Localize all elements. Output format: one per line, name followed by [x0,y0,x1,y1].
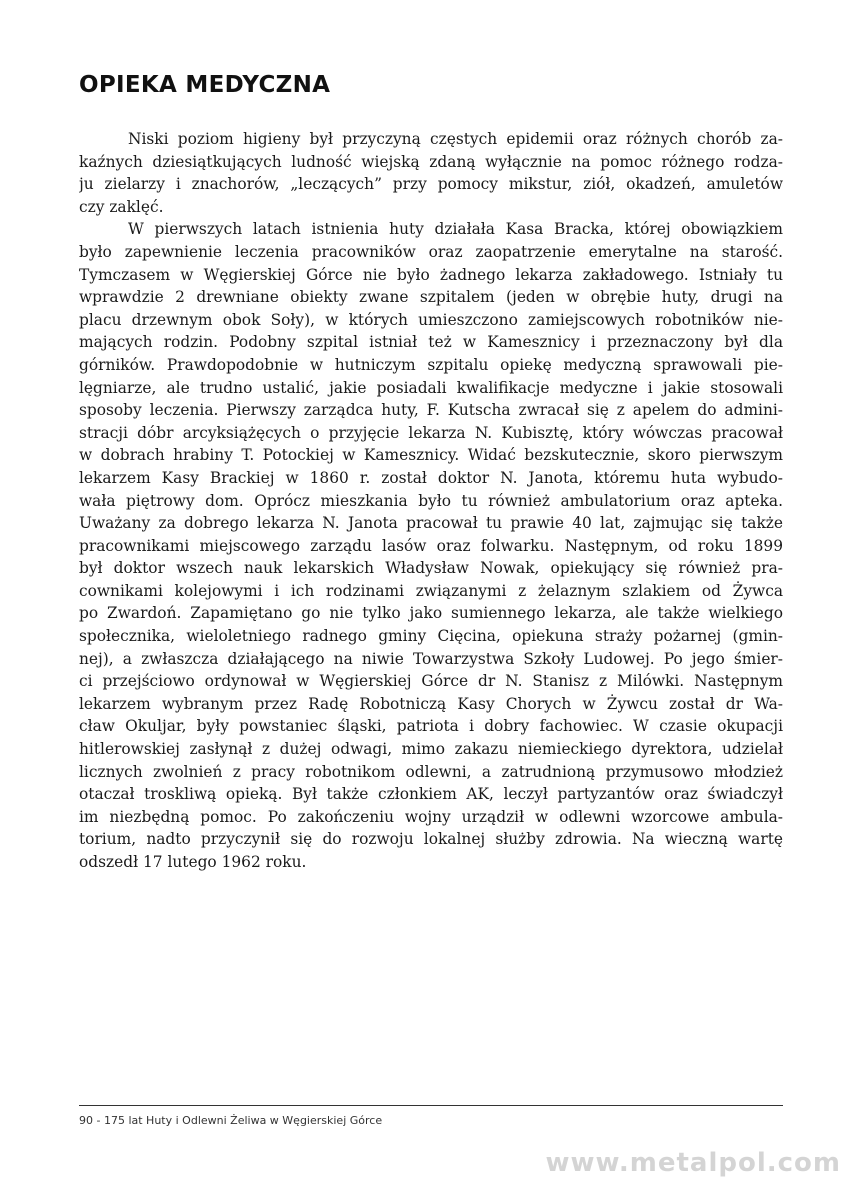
section-heading: OPIEKA MEDYCZNA [79,72,331,98]
text-line: było zapewnienie leczenia pracowników oraz zaopatrzenie emerytalne na starość. [79,242,783,261]
watermark: www.metalpol.com [545,1148,841,1178]
text-line: pracownikami miejscowego zarządu lasów oraz folwarku. Następnym, od roku 1899 [79,536,783,555]
text-line: cław Okuljar, były powstaniec śląski, patriota i dobry fachowiec. W czasie okupacji [79,717,783,736]
text-line: Niski poziom higieny był przyczyną częstych epidemii oraz różnych chorób za- [128,130,783,148]
text-line: kaźnych dziesiątkujących ludność wiejską zdaną wyłącznie na pomoc różnego rodza- [79,152,783,171]
text-line: czy zaklęć. [79,197,164,216]
text-line: górników. Prawdopodobnie w hutniczym szpitalu opiekę medyczną sprawowali pie- [79,355,783,374]
text-line: Tymczasem w Węgierskiej Górce nie było żadnego lekarza zakładowego. Istniały tu [79,265,783,284]
text-line: im niezbędną pomoc. Po zakończeniu wojny urządził w odlewni wzorcowe ambula- [79,807,783,826]
text-line: po Zwardoń. Zapamiętano go nie tylko jako sumiennego lekarza, ale także wielkiego [79,604,783,623]
paragraph [79,128,783,218]
text-line: otaczał troskliwą opieką. Był także członkiem AK, leczył partyzantów oraz świadczył [79,785,783,804]
text-line: mających rodzin. Podobny szpital istniał też w Kamesznicy i przeznaczony był dla [79,333,783,352]
text-line: hitlerowskiej zasłynął z dużej odwagi, mimo zakazu niemieckiego dyrektora, udzielał [79,740,783,759]
text-line: sposoby leczenia. Pierwszy zarządca huty, F. Kutscha zwracał się z apelem do admini- [79,401,783,420]
text-line: odszedł 17 lutego 1962 roku. [79,853,307,871]
page-footer: 90 - 175 lat Huty i Odlewni Żeliwa w Węgierskiej Górce [79,1114,383,1127]
text-line: W pierwszych latach istnienia huty działała Kasa Bracka, której obowiązkiem [128,220,783,239]
text-line: lęgniarze, ale trudno ustalić, jakie posiadali kwalifikacje medyczne i jakie stosowali [79,378,783,397]
text-line: nej), a zwłaszcza działającego na niwie Towarzystwa Szkoły Ludowej. Po jego śmier- [79,649,783,668]
text-line: społecznika, wieloletniego radnego gminy Cięcina, opiekuna straży pożarnej (gmin- [79,627,783,646]
text-line: stracji dóbr arcyksiążęcych o przyjęcie lekarza N. Kubisztę, który wówczas pracował [79,423,783,442]
text-line: torium, nadto przyczynił się do rozwoju lokalnej służby zdrowia. Na wieczną wartę [79,830,783,849]
text-line: ju zielarzy i znachorów, „leczących” przy pomocy mikstur, ziół, okadzeń, amuletów [79,175,783,194]
text-line: w dobrach hrabiny T. Potockiej w Kamesznicy. Widać bezskutecznie, skoro pierwszym [79,446,783,465]
text-line: wała piętrowy dom. Oprócz mieszkania było tu również ambulatorium oraz apteka. [79,491,783,510]
text-line: cownikami kolejowymi i ich rodzinami związanymi z żelaznym szlakiem od Żywca [79,581,783,600]
text-line: lekarzem Kasy Brackiej w 1860 r. został doktor N. Janota, któremu huta wybudo- [79,468,783,487]
paragraph [79,218,783,873]
text-line: placu drzewnym obok Soły), w których umieszczono zamiejscowych robotników nie- [79,310,783,329]
text-line: lekarzem wybranym przez Radę Robotniczą Kasy Chorych w Żywcu został dr Wa- [79,694,783,713]
text-line: Uważany za dobrego lekarza N. Janota pracował tu prawie 40 lat, zajmując się także [79,514,783,533]
footer-divider [79,1105,783,1106]
text-line: licznych zwolnień z pracy robotnikom odlewni, a zatrudnioną przymusowo młodzież [79,762,783,781]
text-line: wprawdzie 2 drewniane obiekty zwane szpitalem (jeden w obrębie huty, drugi na [79,288,783,307]
text-line: był doktor wszech nauk lekarskich Władysław Nowak, opiekujący się również pra- [79,559,783,578]
body-text [79,128,783,874]
text-line: ci przejściowo ordynował w Węgierskiej Górce dr N. Stanisz z Milówki. Następnym [79,672,783,691]
